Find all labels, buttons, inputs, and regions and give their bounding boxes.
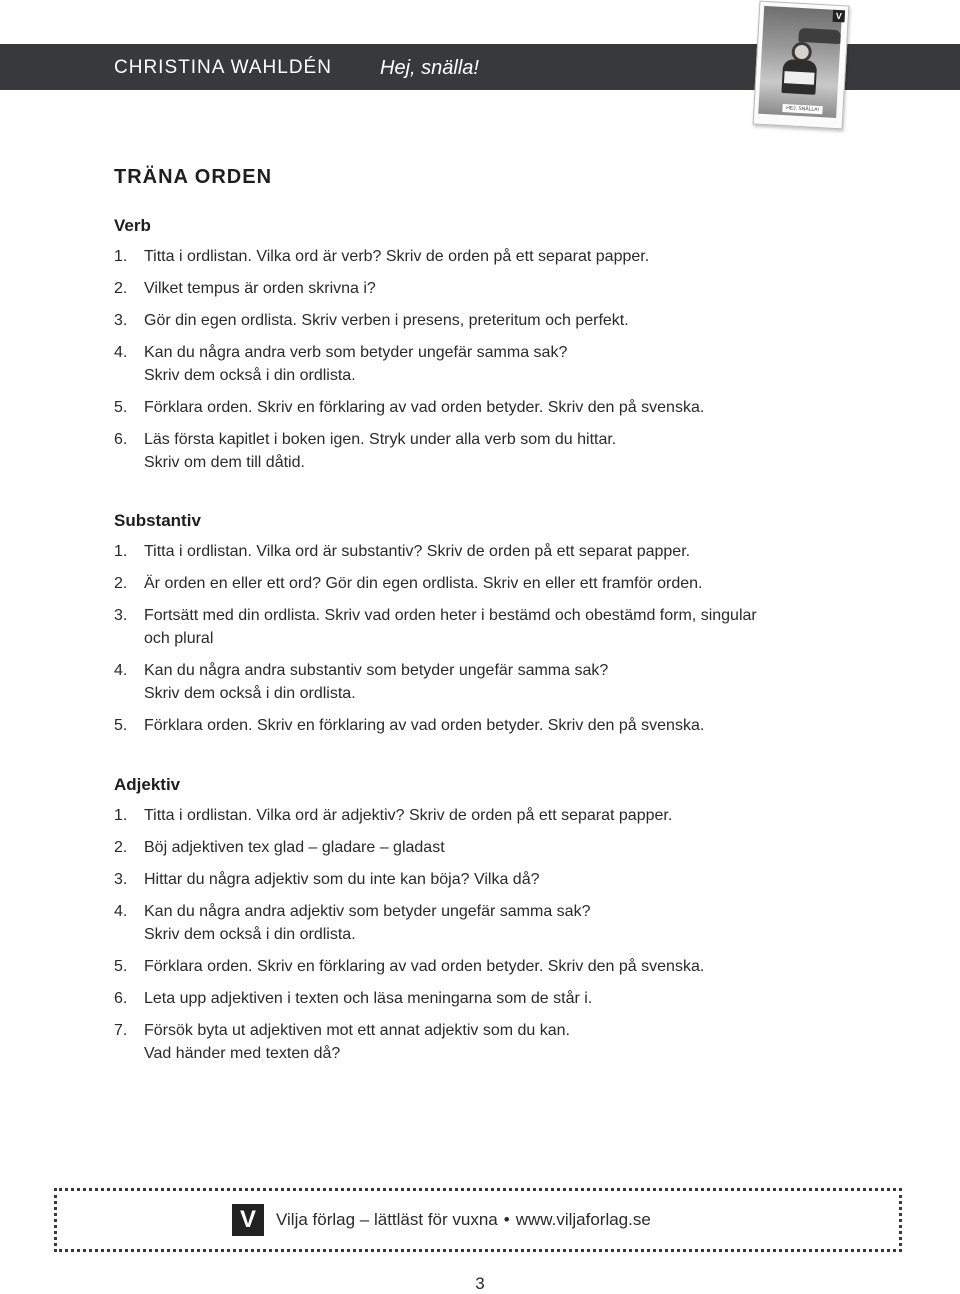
list-item: 4. Kan du några andra substantiv som betyder ungefär samma sak? Skriv dem också i din ordlista. bbox=[114, 662, 609, 702]
list-item: 3. Fortsätt med din ordlista. Skriv vad orden heter i bestämd och obestämd form, singular och plural bbox=[114, 607, 757, 647]
list-item: 2. Böj adjektiven tex glad – gladare – gladast bbox=[114, 839, 445, 856]
list-item: 3. Hittar du några adjektiv som du inte kan böja? Vilka då? bbox=[114, 871, 540, 888]
section-title: Substantiv bbox=[114, 511, 201, 530]
cover-logo-icon: V bbox=[832, 10, 845, 23]
list-item: 6. Läs första kapitlet i boken igen. Stryk under alla verb som du hittar. Skriv om dem till dåtid. bbox=[114, 431, 617, 471]
list-item: 5. Förklara orden. Skriv en förklaring av vad orden betyder. Skriv den på svenska. bbox=[114, 717, 705, 734]
list-item: 1. Titta i ordlistan. Vilka ord är adjektiv? Skriv de orden på ett separat papper. bbox=[114, 807, 673, 824]
list-item: 5. Förklara orden. Skriv en förklaring av vad orden betyder. Skriv den på svenska. bbox=[114, 399, 705, 416]
section-title: Adjektiv bbox=[114, 775, 181, 794]
list-item: 7. Försök byta ut adjektiven mot ett annat adjektiv som du kan. Vad händer med texten då? bbox=[114, 1022, 570, 1062]
publisher-logo-icon: V bbox=[232, 1204, 264, 1236]
section-adjektiv bbox=[114, 774, 854, 1074]
list-item: 4. Kan du några andra adjektiv som betyder ungefär samma sak? Skriv dem också i din ordlista. bbox=[114, 903, 591, 943]
publisher-name: Vilja förlag – lättläst för vuxna bbox=[276, 1210, 498, 1229]
website-link[interactable]: www.viljaforlag.se bbox=[515, 1210, 651, 1229]
list-item: 2. Vilket tempus är orden skrivna i? bbox=[114, 280, 376, 297]
book-cover-thumbnail bbox=[753, 1, 850, 130]
list-item: 2. Är orden en eller ett ord? Gör din egen ordlista. Skriv en eller ett framför orden. bbox=[114, 575, 703, 592]
section-title: Verb bbox=[114, 216, 151, 235]
list-item: 4. Kan du några andra verb som betyder ungefär samma sak? Skriv dem också i din ordlista. bbox=[114, 344, 568, 384]
section-verb bbox=[114, 215, 854, 483]
book-title: Hej, snälla! bbox=[380, 57, 479, 79]
author-name: CHRISTINA WAHLDÉN bbox=[114, 57, 332, 78]
list-item: 1. Titta i ordlistan. Vilka ord är verb? Skriv de orden på ett separat papper. bbox=[114, 248, 650, 265]
footer-text bbox=[276, 1210, 651, 1230]
list-item: 1. Titta i ordlistan. Vilka ord är substantiv? Skriv de orden på ett separat papper. bbox=[114, 543, 691, 560]
cover-photo bbox=[758, 6, 842, 118]
footer-separator: • bbox=[503, 1210, 510, 1229]
section-substantiv bbox=[114, 510, 854, 746]
list-item: 5. Förklara orden. Skriv en förklaring av vad orden betyder. Skriv den på svenska. bbox=[114, 958, 705, 975]
list-item: 6. Leta upp adjektiven i texten och läsa meningarna som de står i. bbox=[114, 990, 593, 1007]
page-title: TRÄNA ORDEN bbox=[114, 166, 273, 188]
cover-title: HEJ, SNÄLLA! bbox=[782, 104, 822, 114]
page-number: 3 bbox=[475, 1274, 485, 1293]
list-item: 3. Gör din egen ordlista. Skriv verben i presens, preteritum och perfekt. bbox=[114, 312, 629, 329]
cover-sign bbox=[784, 71, 815, 85]
